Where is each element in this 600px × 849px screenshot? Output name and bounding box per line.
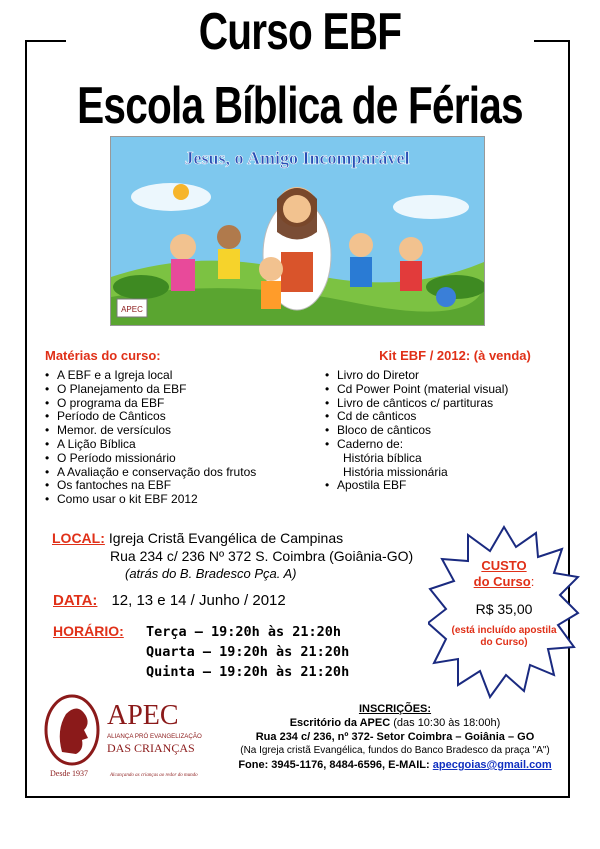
- apec-logo: [40, 690, 210, 780]
- kit-heading: Kit EBF / 2012: (à venda): [379, 348, 531, 363]
- list-item: • Livro de cânticos c/ partituras: [325, 395, 494, 410]
- registration-phones: Fone: 3945-1176, 8484-6596, E-MAIL:: [238, 759, 430, 771]
- materias-heading: Matérias do curso:: [45, 348, 161, 363]
- list-item: • Memor. de versículos: [45, 423, 172, 438]
- logo-line1: ALIANÇA PRÓ EVANGELIZAÇÃO: [107, 733, 202, 740]
- logo-line2: DAS CRIANÇAS: [107, 741, 195, 755]
- price-box: CUSTO do Curso: R$ 35,00 (está incluído apostila do Curso): [428, 558, 580, 649]
- registration-info: [210, 702, 580, 772]
- kit-sub-item: História bíblica: [343, 450, 422, 465]
- list-item: • Apostila EBF: [325, 478, 407, 493]
- local-reference: (atrás do B. Bradesco Pça. A): [125, 566, 297, 581]
- kit-list: [325, 369, 575, 452]
- schedule-row: Quarta – 19:20h às 21:20h: [146, 644, 350, 660]
- theme-banner: [110, 136, 485, 326]
- list-item: • A Lição Bíblica: [45, 436, 136, 451]
- registration-hours: (das 10:30 às 18:00h): [393, 717, 501, 729]
- materias-list: [45, 369, 325, 507]
- email-link[interactable]: apecgoias@gmail.com: [432, 759, 552, 771]
- materias-section: [45, 348, 325, 507]
- logo-motto: Alcançando as crianças ao redor do mundo: [110, 773, 198, 778]
- date-value: 12, 13 e 14 / Junho / 2012: [111, 592, 286, 609]
- date-label: DATA:: [53, 592, 98, 609]
- logo-since: Desde 1937: [50, 769, 88, 778]
- list-item: • Bloco de cânticos: [325, 423, 432, 438]
- local-value: Igreja Cristã Evangélica de Campinas: [108, 530, 344, 546]
- price-title: CUSTO: [481, 558, 527, 573]
- logo-name: APEC: [107, 700, 179, 731]
- list-item: • Período de Cânticos: [45, 409, 166, 424]
- page-title: Curso EBF: [66, 4, 534, 60]
- registration-reference: (Na Igreja cristã Evangélica, fundos do Banco Bradesco da praça "A"): [240, 745, 550, 756]
- registration-title: INSCRIÇÕES:: [358, 703, 432, 715]
- banner-logo-text: APEC: [121, 305, 143, 314]
- date-line: [53, 592, 286, 609]
- local-address: Rua 234 c/ 236 Nº 372 S. Coimbra (Goiânia-GO): [110, 548, 414, 564]
- registration-office: Escritório da APEC: [289, 717, 391, 729]
- list-item: • O Planejamento da EBF: [45, 381, 187, 396]
- list-item: • O Período missionário: [45, 450, 176, 465]
- kit-section: [325, 348, 575, 493]
- kit-list-end: [325, 479, 575, 493]
- list-item: • Como usar o kit EBF 2012: [45, 492, 198, 507]
- banner-theme-title: Jesus, o Amigo Incomparável: [184, 148, 410, 168]
- schedule-row: Terça – 19:20h às 21:20h: [146, 624, 342, 640]
- local-label: LOCAL:: [52, 530, 105, 546]
- schedule-row: Quinta – 19:20h às 21:20h: [146, 664, 350, 680]
- local-line: [52, 530, 343, 546]
- list-item: • Livro do Diretor: [325, 368, 420, 382]
- list-item: • Caderno de:: [325, 436, 404, 451]
- price-subtitle: do Curso: [473, 574, 531, 589]
- schedule-label-line: [53, 623, 124, 640]
- price-value: R$ 35,00: [475, 601, 533, 617]
- schedule-label: HORÁRIO:: [53, 623, 124, 639]
- registration-address: Rua 234 c/ 236, nº 372- Setor Coimbra – Goiânia – GO: [255, 731, 535, 743]
- list-item: • Os fantoches na EBF: [45, 478, 172, 493]
- page-subtitle: Escola Bíblica de Férias: [66, 78, 534, 134]
- list-item: • A EBF e a Igreja local: [45, 368, 173, 382]
- list-item: • A Avaliação e conservação dos frutos: [45, 464, 257, 479]
- list-item: • Cd de cânticos: [325, 409, 417, 424]
- kit-sub-item: História missionária: [343, 464, 448, 479]
- list-item: • O programa da EBF: [45, 395, 165, 410]
- list-item: • Cd Power Point (material visual): [325, 381, 509, 396]
- price-note: (está incluído apostila do Curso): [451, 625, 557, 648]
